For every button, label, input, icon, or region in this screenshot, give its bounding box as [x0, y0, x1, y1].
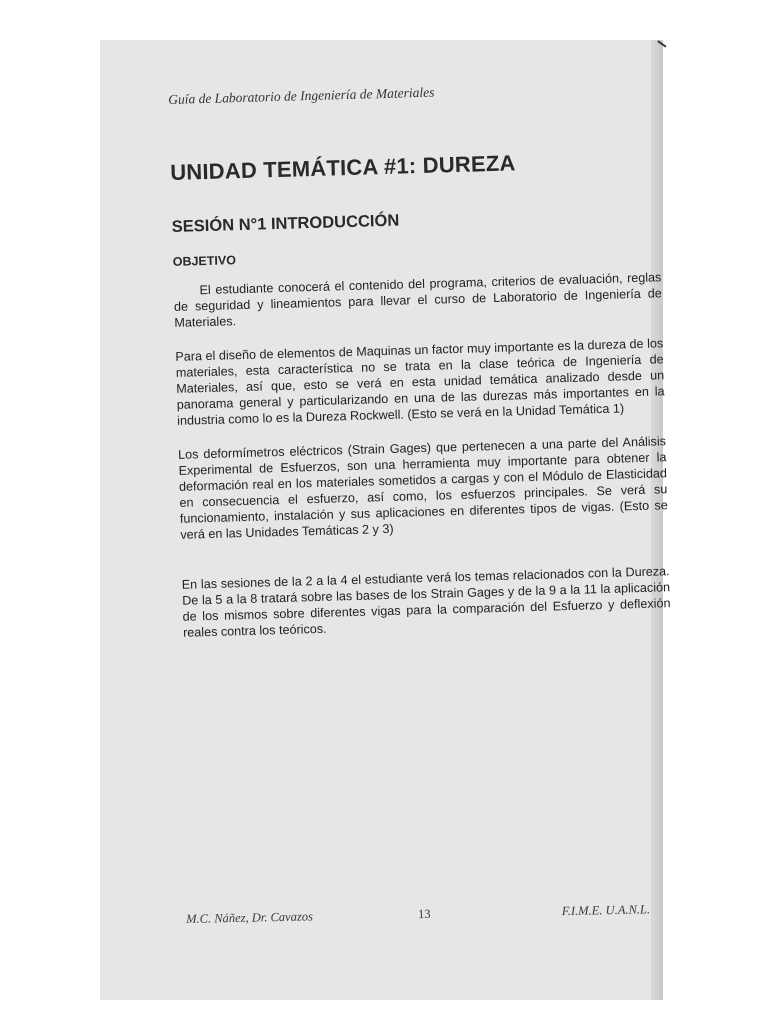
page-content [168, 78, 672, 658]
footer-institution: F.I.M.E. U.A.N.L. [561, 902, 651, 919]
objective-heading: OBJETIVO [172, 253, 237, 269]
paragraph-objective: El estudiante conocerá el contenido del programa, criterios de evaluación, reglas de seguridad y lineamientos para llevar el curso de Laboratorio de Ingeniería de Materiales. [173, 270, 663, 330]
session-title: SESIÓN N°1 INTRODUCCIÓN [171, 211, 400, 236]
document-page [100, 40, 671, 1000]
paragraph-hardness: Para el diseño de elementos de Maquinas un factor muy importante es la dureza de los materiales, esta característica no se trata en la clase teórica de Ingeniería de Materiales, así que, esto se verá en esta unidad temática analizado desde un panorama general y particularizando en una de las durezas más importantes en la industria como lo es la Dureza Rockwell. (Esto se verá en la Unidad Temática 1) [175, 336, 665, 428]
page-number: 13 [417, 906, 431, 922]
page-footer [186, 902, 651, 926]
paragraph-sessions: En las sesiones de la 2 a la 4 el estudiante verá los temas relacionados con la Dureza. De la 5 a la 8 tratará sobre las bases de los Strain Gages y de la 9 a la 11 la aplicación de los mismos sobre diferentes vigas para la comparación del Esfuerzo y deflexión reales contra los teóricos. [181, 564, 671, 640]
unit-title: UNIDAD TEMÁTICA #1: DUREZA [169, 150, 516, 185]
footer-authors: M.C. Náñez, Dr. Cavazos [186, 909, 314, 926]
running-header: Guía de Laboratorio de Ingeniería de Materiales [168, 84, 435, 107]
paragraph-strain-gages: Los deformímetros eléctricos (Strain Gages) que pertenecen a una parte del Análisis Experimental de Esfuerzos, son una herramienta muy importante para obtener la deformación real en los materiales sometidos a cargas y con el Módulo de Elasticidad en consecuencia el esfuerzo, así como, los esfuerzos principales. Se verá su funcionamiento, instalación y sus aplicaciones en diferentes tipos de vigas. (Esto se verá en las Unidades Temáticas 2 y 3) [177, 434, 668, 542]
